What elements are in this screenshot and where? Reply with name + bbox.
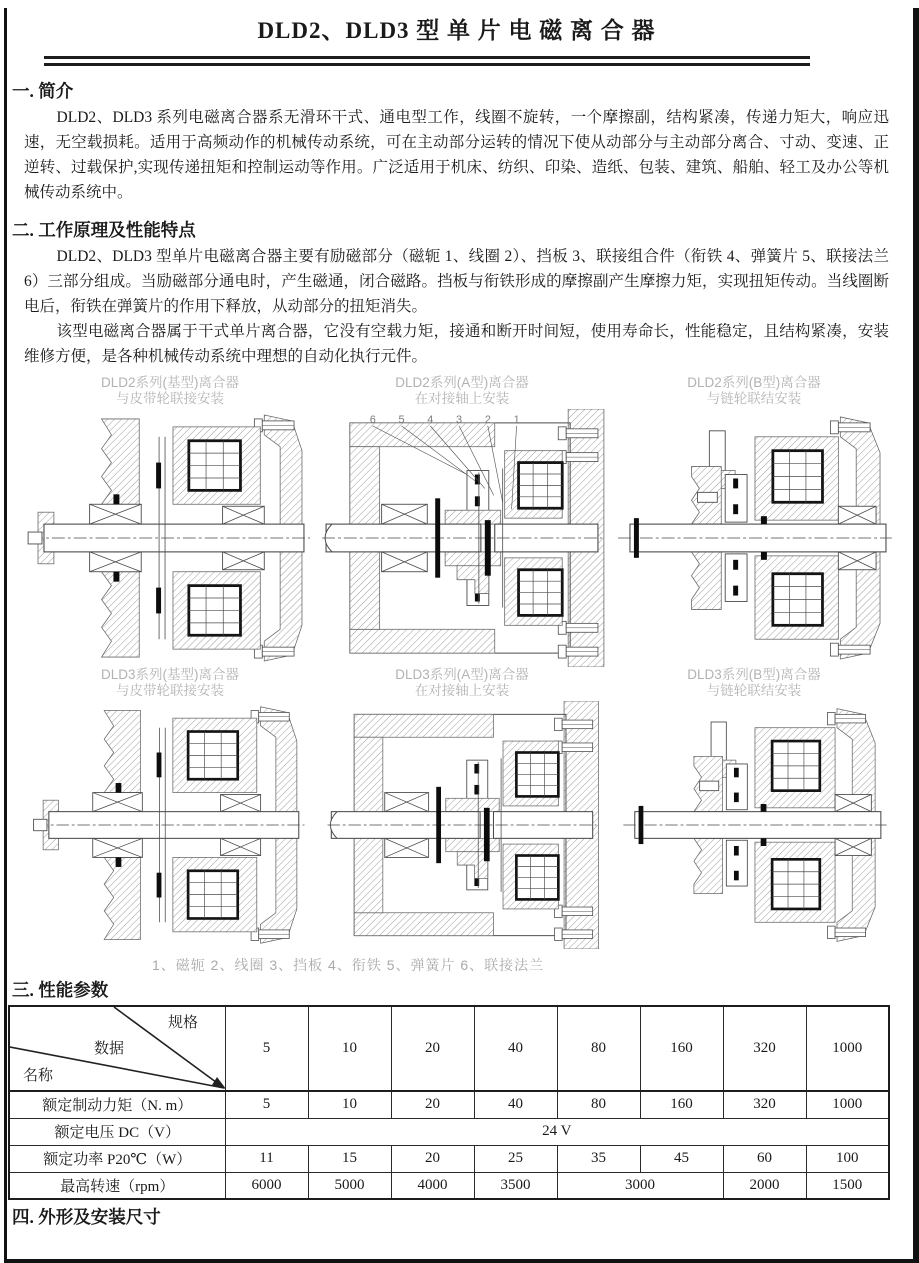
value-cell: 5000 [308, 1172, 391, 1199]
value-cell: 15 [308, 1145, 391, 1172]
value-cell: 1000 [806, 1091, 889, 1118]
value-cell: 45 [640, 1145, 723, 1172]
figure-caption: DLD3系列(A型)离合器 在对接轴上安装 [395, 667, 529, 698]
clutch-cross-section-drawing [24, 409, 316, 667]
figure-dld2-a-type [316, 375, 608, 667]
value-cell: 20 [391, 1091, 474, 1118]
value-cell-merged: 24 V [225, 1118, 889, 1145]
value-cell: 25 [474, 1145, 557, 1172]
figure-dld2-base [24, 375, 316, 667]
value-cell: 4000 [391, 1172, 474, 1199]
value-cell: 35 [557, 1145, 640, 1172]
svg-text:6: 6 [369, 413, 376, 426]
value-cell: 2000 [723, 1172, 806, 1199]
value-cell: 6000 [225, 1172, 308, 1199]
spec-column-header: 10 [308, 1006, 391, 1091]
corner-label-spec: 规格 [167, 1015, 198, 1031]
value-cell: 320 [723, 1091, 806, 1118]
clutch-cross-section-drawing [24, 701, 316, 949]
table-row-voltage [9, 1118, 889, 1145]
svg-text:4: 4 [427, 413, 434, 426]
page-border-bottom [4, 1259, 919, 1263]
performance-parameters-table [8, 1005, 890, 1200]
value-cell: 100 [806, 1145, 889, 1172]
row-label: 最高转速（rpm） [9, 1172, 225, 1199]
spec-column-header: 5 [225, 1006, 308, 1091]
figures-row-1 [24, 375, 889, 667]
value-cell: 40 [474, 1091, 557, 1118]
spec-column-header: 160 [640, 1006, 723, 1091]
spec-column-header: 320 [723, 1006, 806, 1091]
value-cell: 3500 [474, 1172, 557, 1199]
row-label: 额定电压 DC（V） [9, 1118, 225, 1145]
value-cell: 160 [640, 1091, 723, 1118]
clutch-cross-section-drawing [316, 409, 608, 667]
value-cell: 10 [308, 1091, 391, 1118]
clutch-cross-section-drawing [316, 701, 608, 949]
table-header-row [9, 1006, 889, 1091]
spec-column-header: 1000 [806, 1006, 889, 1091]
value-cell: 5 [225, 1091, 308, 1118]
svg-text:1: 1 [513, 413, 520, 426]
value-cell: 80 [557, 1091, 640, 1118]
diagonal-corner-inner [10, 1007, 225, 1090]
figure-caption: DLD2系列(基型)离合器 与皮带轮联接安装 [100, 375, 239, 406]
diagonal-corner-cell [9, 1006, 225, 1091]
section-heading-intro: 一. 简介 [12, 81, 74, 101]
table-row-power [9, 1145, 889, 1172]
value-cell: 1500 [806, 1172, 889, 1199]
table-row-max-speed [9, 1172, 889, 1199]
clutch-cross-section-drawing [608, 701, 900, 949]
figure-caption: DLD2系列(A型)离合器 在对接轴上安装 [395, 375, 529, 406]
figure-dld3-b-type [608, 667, 900, 949]
figure-dld3-a-type [316, 667, 608, 949]
principle-paragraph-2: 该型电磁离合器属于干式单片离合器，它没有空载力矩，接通和断开时间短，使用寿命长，性能稳定，且结构紧凑，安装维修方便，是各种机械传动系统中理想的自动化执行元件。 [24, 323, 889, 365]
figures-row-2 [24, 667, 889, 949]
row-label: 额定功率 P20℃（W） [9, 1145, 225, 1172]
section-heading-dimensions: 四. 外形及安装尺寸 [12, 1207, 161, 1227]
figure-caption: DLD2系列(B型)离合器 与链轮联结安装 [687, 375, 821, 406]
figure-dld3-base [24, 667, 316, 949]
value-cell: 60 [723, 1145, 806, 1172]
figure-caption: DLD3系列(基型)离合器 与皮带轮联接安装 [100, 667, 239, 698]
figure-caption: DLD3系列(B型)离合器 与链轮联结安装 [687, 667, 821, 698]
intro-paragraph: DLD2、DLD3 系列电磁离合器系无滑环干式、通电型工作，线圈不旋转，一个摩擦副，结构紧凑，传递力矩大，响应迅速，无空载损耗。适用于高频动作的机械传动系统，可在主动部分运转的情况下使从动部分与主动部分离合、寸动、变速、正逆转、过载保护,实现传递扭矩和控制运动等作用。广泛适用于机床、纺织、印染、造纸、包装、建筑、船舶、轻工及办公等机械传动系统中。 [24, 109, 889, 201]
spec-column-header: 20 [391, 1006, 474, 1091]
corner-label-data: 数据 [94, 1041, 125, 1057]
svg-text:3: 3 [456, 413, 463, 426]
page-title: DLD2、DLD3 型 单 片 电 磁 离 合 器 [257, 18, 656, 43]
principle-paragraph-1: DLD2、DLD3 型单片电磁离合器主要有励磁部分（磁轭 1、线圈 2）、挡板 3、联接组合件（衔铁 4、弹簧片 5、联接法兰 6）三部分组成。当励磁部分通电时，产生磁通，闭合磁路。挡板与衔铁形成的摩擦副产生摩擦力矩，实现扭矩传动。当线圈断电后，衔铁在弹簧片的作用下释放，从动部分的扭矩消失。 [24, 248, 889, 315]
spec-column-header: 40 [474, 1006, 557, 1091]
svg-text:5: 5 [398, 413, 405, 426]
corner-label-name: 名称 [23, 1068, 54, 1084]
table-row-torque [9, 1091, 889, 1118]
title-double-rule [44, 56, 810, 66]
value-cell: 20 [391, 1145, 474, 1172]
spec-column-header: 80 [557, 1006, 640, 1091]
section-heading-principle: 二. 工作原理及性能特点 [12, 220, 196, 240]
row-label: 额定制动力矩（N. m） [9, 1091, 225, 1118]
section-heading-params: 三. 性能参数 [12, 980, 109, 1000]
svg-text:2: 2 [484, 413, 491, 426]
value-cell: 11 [225, 1145, 308, 1172]
figure-parts-legend: 1、磁轭 2、线圈 3、挡板 4、衔铁 5、弹簧片 6、联接法兰 [152, 957, 545, 973]
value-cell-merged: 3000 [557, 1172, 723, 1199]
clutch-cross-section-drawing [608, 409, 900, 667]
figures-block [24, 375, 889, 975]
figure-dld2-b-type [608, 375, 900, 667]
